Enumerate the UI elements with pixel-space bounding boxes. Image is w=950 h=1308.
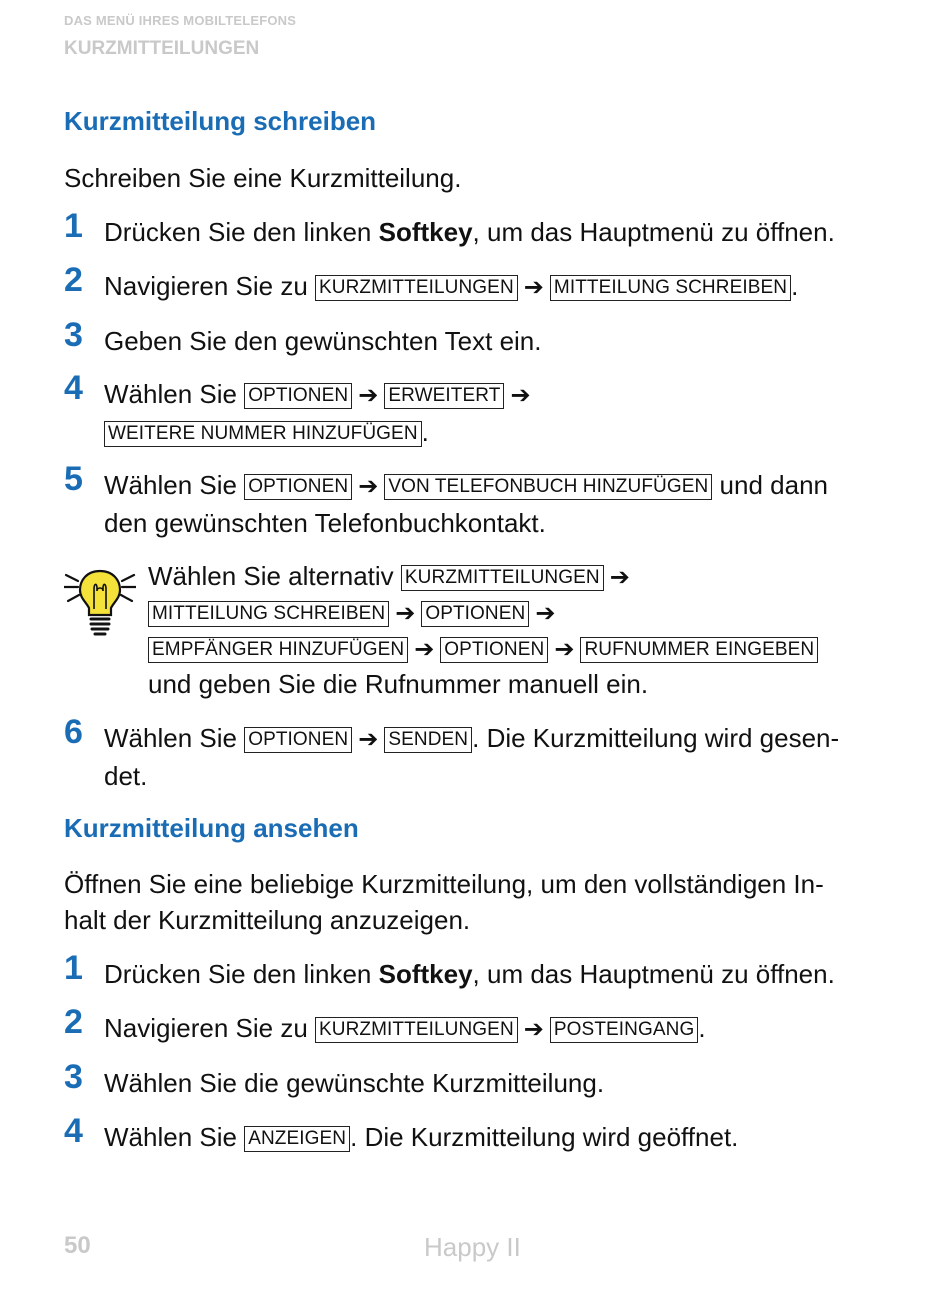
step-text: . (698, 1013, 706, 1043)
view-step-1 (64, 949, 894, 992)
step-number: 4 (64, 369, 83, 407)
arrow-right-icon: ➔ (523, 274, 544, 301)
chapter-header: DAS MENÜ IHRES MOBILTELEFONS (64, 13, 297, 28)
intro-line: Öffnen Sie eine beliebige Kurzmitteilung, um den vollständigen In- (64, 869, 824, 899)
write-step-6 (64, 713, 894, 794)
arrow-right-icon: ➔ (609, 564, 630, 591)
step-number: 6 (64, 713, 83, 751)
menu-key: OPTIONEN (244, 474, 352, 500)
step-number: 2 (64, 1003, 83, 1041)
step-text: Wählen Sie (104, 470, 245, 500)
step-text: , um das Hauptmenü zu öffnen. (472, 217, 835, 247)
menu-key: OPTIONEN (244, 383, 352, 409)
menu-key: KURZMITTEILUNGEN (315, 1017, 518, 1043)
step-text: . (791, 271, 799, 301)
menu-key: KURZMITTEILUNGEN (401, 565, 604, 591)
step-text: . Die Kurzmitteilung wird gesen- (472, 723, 840, 753)
step-text: Wählen Sie (104, 379, 245, 409)
step-number: 1 (64, 207, 83, 245)
softkey-label: Softkey (378, 217, 473, 247)
step-text: Geben Sie den gewünschten Text ein. (104, 326, 542, 356)
product-name: Happy II (424, 1232, 521, 1262)
menu-key: ANZEIGEN (244, 1126, 350, 1152)
step-number: 4 (64, 1112, 83, 1150)
step-number: 2 (64, 261, 83, 299)
menu-key: RUFNUMMER EINGEBEN (580, 637, 818, 663)
step-text: Drücken Sie den linken (104, 217, 379, 247)
view-step-3 (64, 1058, 894, 1101)
write-step-1 (64, 207, 894, 250)
intro-line: halt der Kurzmitteilung anzuzeigen. (64, 905, 471, 935)
step-text: Drücken Sie den linken (104, 959, 379, 989)
arrow-right-icon: ➔ (358, 726, 379, 753)
menu-key: VON TELEFONBUCH HINZUFÜGEN (384, 474, 712, 500)
menu-key: ERWEITERT (384, 383, 504, 409)
write-step-5 (64, 460, 894, 541)
step-number: 1 (64, 949, 83, 987)
step-text: . (421, 417, 429, 447)
menu-key: KURZMITTEILUNGEN (315, 275, 518, 301)
step-number: 5 (64, 460, 83, 498)
step-number: 3 (64, 316, 83, 354)
heading-view: Kurzmitteilung ansehen (64, 813, 359, 843)
menu-key: OPTIONEN (421, 601, 529, 627)
step-text: . Die Kurzmitteilung wird geöffnet. (350, 1122, 739, 1152)
arrow-right-icon: ➔ (510, 382, 531, 409)
write-step-3 (64, 316, 894, 359)
step-number: 3 (64, 1058, 83, 1096)
step-text: Wählen Sie (104, 723, 245, 753)
tip-text: Wählen Sie alternativ (148, 561, 401, 591)
write-intro: Schreiben Sie eine Kurzmitteilung. (64, 163, 462, 193)
arrow-right-icon: ➔ (358, 473, 379, 500)
view-intro (64, 866, 884, 938)
arrow-right-icon: ➔ (535, 600, 556, 627)
menu-key: OPTIONEN (440, 637, 548, 663)
menu-key: POSTEINGANG (550, 1017, 698, 1043)
menu-key: WEITERE NUMMER HINZUFÜGEN (104, 421, 422, 447)
arrow-right-icon: ➔ (414, 636, 435, 663)
softkey-label: Softkey (378, 959, 473, 989)
write-step-4 (64, 369, 894, 450)
step-text: det. (104, 761, 148, 791)
tip-box (148, 558, 908, 702)
lightbulb-icon (64, 563, 136, 639)
menu-key: OPTIONEN (244, 727, 352, 753)
tip-text: und geben Sie die Rufnummer manuell ein. (148, 669, 649, 699)
step-text: den gewünschten Telefonbuchkontakt. (104, 508, 546, 538)
arrow-right-icon: ➔ (523, 1016, 544, 1043)
step-text: Wählen Sie die gewünschte Kurzmitteilung. (104, 1068, 605, 1098)
write-step-2 (64, 261, 894, 306)
menu-key: MITTEILUNG SCHREIBEN (550, 275, 791, 301)
menu-key: SENDEN (384, 727, 472, 753)
view-step-2 (64, 1003, 894, 1048)
arrow-right-icon: ➔ (554, 636, 575, 663)
step-text: Navigieren Sie zu (104, 1013, 315, 1043)
view-step-4 (64, 1112, 894, 1155)
step-text: Wählen Sie (104, 1122, 245, 1152)
arrow-right-icon: ➔ (395, 600, 416, 627)
heading-write: Kurzmitteilung schreiben (64, 106, 377, 136)
menu-key: MITTEILUNG SCHREIBEN (148, 601, 389, 627)
section-header: KURZMITTEILUNGEN (64, 38, 260, 59)
step-text: Navigieren Sie zu (104, 271, 315, 301)
page-number: 50 (64, 1232, 91, 1259)
menu-key: EMPFÄNGER HINZUFÜGEN (148, 637, 408, 663)
step-text: , um das Hauptmenü zu öffnen. (472, 959, 835, 989)
arrow-right-icon: ➔ (358, 382, 379, 409)
step-text: und dann (712, 470, 828, 500)
